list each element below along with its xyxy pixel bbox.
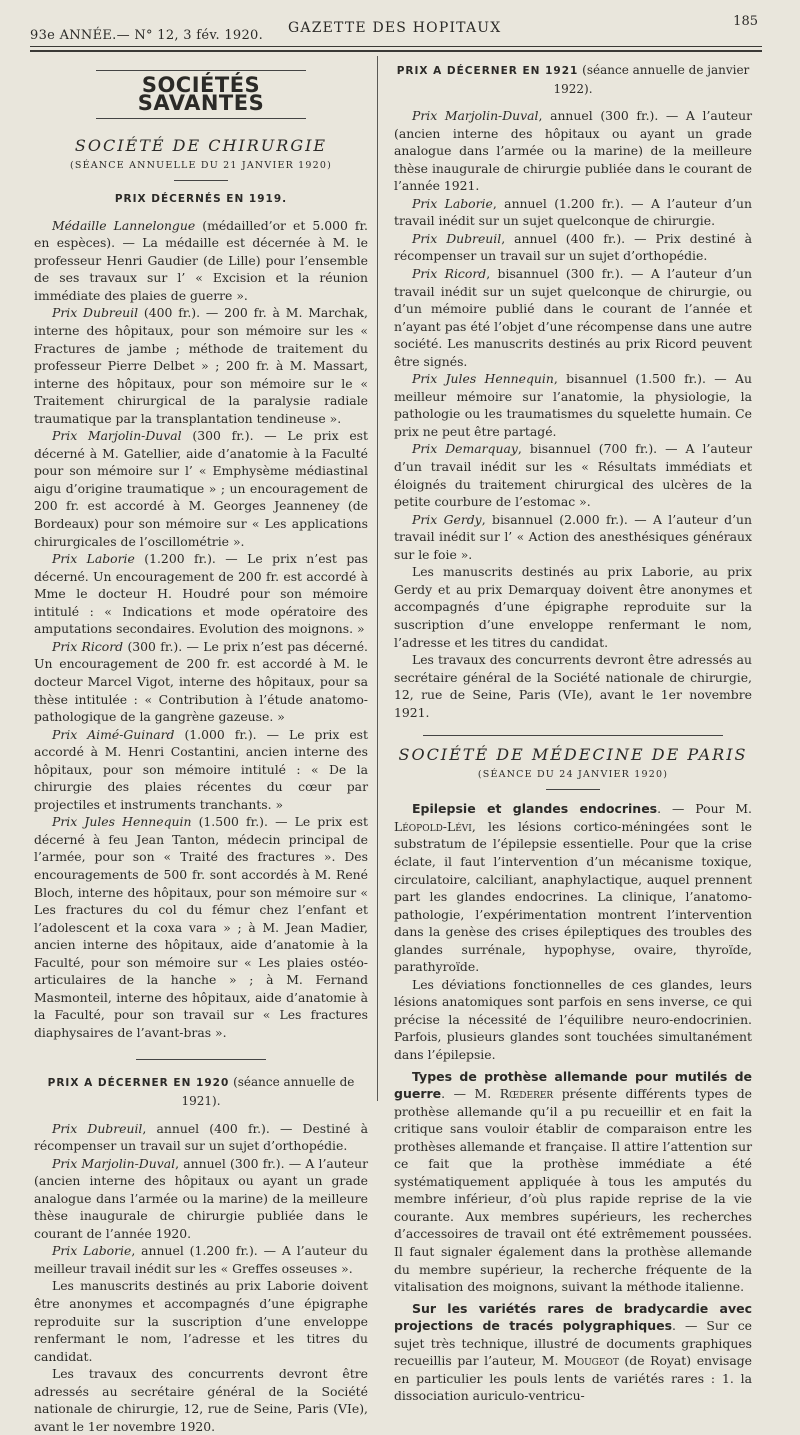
article-title: Types de prothèse allemande pour mutilés de guerre	[394, 1068, 752, 1102]
prize-text: , bisannuel (1.500 fr.). — Au meilleur mémoire sur l’anatomie, la physiologie, la pathologie ou les traumatismes du squelette humain. Ce prix ne peut être partagé.	[394, 371, 752, 439]
prize-text: (1.500 fr.). — Le prix est décerné à feu Jean Tanton, médecin principal de l’armée, pour son « Traité des fractures ». Des encouragements de 500 fr. sont accordés à M. René Bloch, interne des hôpitaux, pour son mémoire sur « Les fractures du col du fémur chez l’enfant et l’adolescent et la coxa vara » ; à M. Jean Madier, ancien interne des hôpitaux, aide d’anatomie à la Faculté, pour son mémoire sur « Les plaies ostéo-articulaires de la hanche » ; à M. Fernand Masmonteil, interne des hôpitaux, aide d’anatomie à la Faculté, pour son travail sur « Les fractures diaphysaires de l’avant-bras ».	[34, 814, 368, 1040]
prize-paragraph	[394, 440, 752, 510]
header-rule-thick	[30, 50, 762, 52]
prize-paragraph	[34, 726, 368, 814]
divider	[136, 1059, 266, 1060]
prize-text: (1.200 fr.). — Le prix n’est pas décerné. Un encouragement de 200 fr. est accordé à Mme le docteur H. Houdré pour son mémoire intitulé : « Indications et mode opératoire des amputations secondaires. Evolution des moignons. »	[34, 551, 368, 637]
left-column	[34, 64, 368, 1435]
right-column	[394, 58, 752, 1405]
section-title	[34, 1074, 368, 1111]
prize-name: Prix Laborie	[52, 1243, 132, 1259]
section-title	[394, 62, 752, 99]
prize-name: Prix Jules Hennequin	[412, 371, 554, 387]
prize-paragraph	[34, 1242, 368, 1277]
header-rule	[30, 46, 762, 47]
prize-text: (300 fr.). — Le prix n’est pas décerné. Un encouragement de 200 fr. est accordé à M. le docteur Marcel Vigot, interne des hôpitaux, pour sa thèse intitulée : « Contribution à l’étude anatomo-pathologique de la gangrène gazeuse. »	[34, 638, 368, 725]
prize-name: Médaille Lannelongue	[52, 217, 196, 233]
article-text: . — Pour M.	[657, 801, 752, 817]
prize-paragraph	[34, 1120, 368, 1155]
prize-name: Prix Ricord	[52, 638, 124, 654]
author-name: Léopold-Lévi	[394, 818, 472, 834]
prize-paragraph	[34, 1155, 368, 1243]
divider	[174, 180, 228, 181]
prize-text: (400 fr.). — 200 fr. à M. Marchak, interne des hôpitaux, pour son mémoire sur les « Fractures de jambe ; méthode de traitement du professeur Pierre Delbet » ; 200 fr. à M. Massart, interne des hôpitaux, pour son mémoire sur le « Traitement chirurgical de la paralysie radiale traumatique par la transplantation tendineuse ».	[34, 305, 368, 426]
prize-name: Prix Demarquay	[412, 441, 518, 457]
author-name: Mougeot	[564, 1353, 619, 1369]
prize-text: (médailled’or et 5.000 fr. en espèces). — La médaille est décernée à M. le professeur Henri Gaudier (de Lille) pour l’ensemble de ses travaux sur l’ « Excision et la réunion immédiate des plaies de guerre ».	[34, 217, 368, 303]
prize-paragraph	[34, 304, 368, 427]
body-paragraph: Les manuscrits destinés au prix Laborie doivent être anonymes et accompagnés d’une épigraphe reproduite sur la suscription d’une enveloppe renfermant le nom, l’adresse et les titres du candidat.	[34, 1278, 368, 1364]
issue-line: 93e ANNÉE.— N° 12, 3 fév. 1920.	[30, 28, 264, 43]
prize-name: Prix Marjolin-Duval	[52, 1155, 176, 1171]
prize-name: Prix Jules Hennequin	[52, 814, 192, 830]
prize-paragraph	[394, 511, 752, 564]
prize-text: , annuel (400 fr.). — Destiné à récompenser un travail sur un sujet d’orthopédie.	[34, 1120, 368, 1154]
section-title-main: PRIX A DÉCERNER EN 1921	[396, 65, 579, 77]
article-title: Sur les variétés rares de bradycardie avec projections de tracés polygraphiques	[394, 1300, 752, 1334]
prize-name: Prix Aimé-Guinard	[52, 726, 175, 742]
seance-line: (SÉANCE ANNUELLE DU 21 JANVIER 1920)	[69, 159, 333, 171]
prize-paragraph	[394, 107, 752, 195]
page-number: 185	[733, 14, 758, 29]
prize-text: , bisannuel (2.000 fr.). — A l’auteur d’un travail inédit sur l’ « Action des anesthésiques généraux sur le foie ».	[394, 511, 752, 562]
prize-paragraph	[394, 265, 752, 370]
body-paragraph: Les déviations fonctionnelles de ces glandes, leurs lésions anatomiques sont parfois en sens inverse, ce qui précise la nécessité de l’équilibre neuro-endocrinien. Parfois, plusieurs glandes sont touchées simultanément dans l’épilepsie.	[394, 976, 752, 1062]
prize-paragraph	[394, 230, 752, 265]
prize-text: (1.000 fr.). — Le prix est accordé à M. Henri Costantini, ancien interne des hôpitaux, pour son mémoire intitulé : « De la chirurgie des plaies récentes du cœur par projectiles et instruments tranchants. »	[34, 726, 368, 812]
body-paragraph: Les travaux des concurrents devront être adressés au secrétaire général de la Société nationale de chirurgie, 12, rue de Seine, Paris (VIe), avant le 1er novembre 1921.	[394, 652, 752, 720]
prize-paragraph	[34, 638, 368, 726]
section-title-main: PRIX A DÉCERNER EN 1920	[47, 1077, 230, 1090]
article-text: , les lésions cortico-méningées sont le substratum de l’épilepsie essentielle. Pour que la crise éclate, il faut l’intervention d’un mécanisme toxique, circulatoire, calciliant, anaphylactique, auquel prennent part les glandes endocrines. La clinique, l’anatomo-pathologie, l’expérimentation montrent l’intervention dans la genèse des crises épileptiques des troubles des glandes surrénale, hypophyse, ovaire, thyroïde, parathyroïde.	[394, 818, 752, 975]
prize-text: , bisannuel (300 fr.). — A l’auteur d’un travail inédit sur un sujet quelconque de chirurgie, ou d’un mémoire publié dans le courant de l’année et n’ayant pas été l’objet d’une récompense dans une autre société. Les manuscrits destinés au prix Ricord peuvent être signés.	[394, 266, 752, 369]
prize-name: Prix Dubreuil	[412, 230, 502, 246]
prize-name: Prix Gerdy	[412, 511, 482, 527]
divider	[423, 735, 723, 736]
article-paragraph	[394, 1300, 752, 1405]
prize-name: Prix Dubreuil	[52, 1120, 143, 1136]
prize-paragraph	[34, 217, 368, 305]
prize-name: Prix Marjolin-Duval	[52, 428, 182, 444]
prize-name: Prix Laborie	[412, 195, 493, 211]
prize-paragraph	[34, 550, 368, 638]
seance-line: (SÉANCE DU 24 JANVIER 1920)	[477, 768, 669, 780]
prize-paragraph	[34, 427, 368, 550]
prize-text: , annuel (300 fr.). — A l’auteur (ancien interne des hôpitaux ou ayant un grade analogue dans l’armée ou la marine) de la meilleure thèse inaugurale de chirurgie publiée dans le courant de l’année 1921.	[394, 108, 752, 194]
article-text: . — M.	[441, 1086, 500, 1102]
author-name: Rœderer	[499, 1086, 554, 1102]
section-title: PRIX DÉCERNÉS EN 1919.	[114, 193, 288, 206]
prize-name: Prix Marjolin-Duval	[412, 108, 539, 124]
prize-text: (300 fr.). — Le prix est décerné à M. Gatellier, aide d’anatomie à la Faculté pour son mémoire sur l’ « Emphysème médiastinal aigu d’origine traumatique » ; un encouragement de 200 fr. est accordé à M. Georges Jeanneney (de Bordeaux) pour son mémoire sur « Les applications chirurgicales de l’oscillométrie ».	[34, 428, 368, 549]
section-title-tail: (séance annuelle de janvier 1922).	[553, 63, 750, 96]
prize-name: Prix Ricord	[412, 266, 487, 282]
divider	[546, 789, 600, 790]
prize-paragraph	[394, 195, 752, 230]
column-divider	[377, 56, 378, 1101]
prize-paragraph	[34, 813, 368, 1041]
section-banner: SOCIÉTÉS SAVANTES	[96, 70, 306, 119]
prize-name: Prix Laborie	[52, 551, 135, 567]
article-paragraph	[394, 1068, 752, 1296]
article-text: présente différents types de prothèse allemande qu’il a pu recueillir et en fait la critique sans vouloir établir de comparaison entre les prothèses allemande et française. Il attire l’attention sur ce fait que la prothèse immédiate a été systématiquement appliquée à tous les amputés du membre inférieur, d’où plus rapide reprise de la vie courante. Aux membres supérieurs, les recherches d’accessoires de travail ont été extrêmement poussées. Il faut signaler également dans la prothèse allemande du membre supérieur, la recherche fréquente de la vitalisation des moignons, suivant la méthode italienne.	[394, 1086, 752, 1295]
body-paragraph: Les manuscrits destinés au prix Laborie, au prix Gerdy et au prix Demarquay doivent être anonymes et accompagnés d’une épigraphe reproduite sur la suscription d’une enveloppe renfermant le nom, l’adresse et les titres du candidat.	[394, 564, 752, 650]
prize-text: , annuel (400 fr.). — Prix destiné à récompenser un travail sur un sujet d’orthopédie.	[394, 230, 752, 264]
prize-name: Prix Dubreuil	[52, 305, 139, 321]
society-title: SOCIÉTÉ DE CHIRURGIE	[74, 136, 328, 156]
prize-text: , annuel (300 fr.). — A l’auteur (ancien interne des hôpitaux ou ayant un grade analogue dans l’armée ou la marine) de la meilleure thèse inaugurale de chirurgie publiée dans le courant de l’année 1920.	[34, 1155, 369, 1241]
article-title: Epilepsie et glandes endocrines	[412, 801, 658, 817]
body-paragraph: Les travaux des concurrents devront être adressés au secrétaire général de la Société nationale de chirurgie, 12, rue de Seine, Paris (VIe), avant le 1er novembre 1920.	[34, 1366, 368, 1434]
prize-text: , bisannuel (700 fr.). — A l’auteur d’un travail inédit sur les « Résultats immédiats et éloignés du traitement chirurgical des ulcères de la petite courbure de l’estomac ».	[394, 441, 752, 510]
society-title: SOCIÉTÉ DE MÉDECINE DE PARIS	[398, 745, 748, 765]
article-paragraph	[394, 800, 752, 975]
section-title-tail: (séance annuelle de 1921).	[181, 1075, 355, 1108]
article-text: (de Royat) envisage en particulier les pouls lents de variétés rares : 1. la dissociation auriculo-ventricu-	[394, 1353, 752, 1404]
prize-paragraph	[394, 370, 752, 440]
prize-text: , annuel (1.200 fr.). — A l’auteur d’un travail inédit sur un sujet quelconque de chirurgie.	[394, 195, 753, 229]
prize-text: , annuel (1.200 fr.). — A l’auteur du meilleur travail inédit sur les « Greffes osseuses ».	[34, 1243, 369, 1276]
journal-title: GAZETTE DES HOPITAUX	[288, 20, 502, 36]
article-text: . — Sur ce sujet très technique, illustré de documents graphiques recueillis par l’auteur, M.	[394, 1318, 753, 1369]
